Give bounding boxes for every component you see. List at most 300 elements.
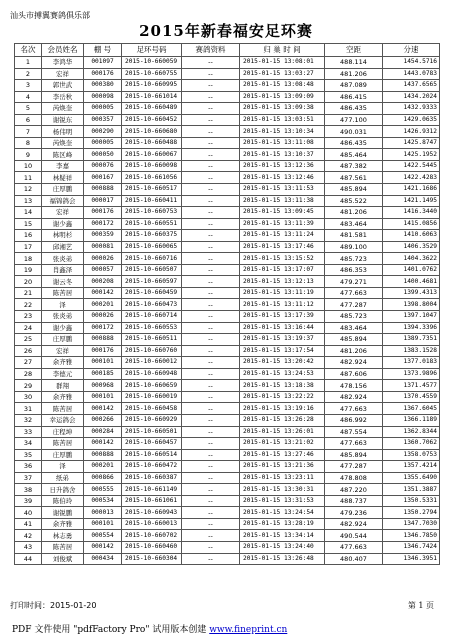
pigeon-info-cell: -- (182, 449, 240, 461)
loft-number-cell: 000142 (84, 287, 122, 299)
return-time-cell: 2015-01-15 13:21:02 (240, 438, 325, 450)
speed-cell: 1346.3951 (383, 553, 440, 565)
loft-number-cell: 000208 (84, 276, 122, 288)
return-time-cell: 2015-01-15 13:18:38 (240, 380, 325, 392)
member-name-cell: 余齐雅 (42, 391, 84, 403)
speed-cell: 1367.6045 (383, 403, 440, 415)
return-time-cell: 2015-01-15 13:22:22 (240, 391, 325, 403)
table-row (15, 541, 440, 553)
loft-number-cell: 000142 (84, 541, 122, 553)
column-header: 归 巢 时 间 (240, 44, 325, 57)
pigeon-info-cell: -- (182, 426, 240, 438)
table-row (15, 299, 440, 311)
speed-cell: 1401.0762 (383, 264, 440, 276)
pigeon-info-cell: -- (182, 322, 240, 334)
ring-number-cell: 2015-10-660012 (122, 357, 182, 369)
rank-cell: 27 (15, 357, 42, 369)
table-row (15, 91, 440, 103)
rank-cell: 25 (15, 334, 42, 346)
table-row (15, 276, 440, 288)
column-header: 棚 号 (84, 44, 122, 57)
member-name-cell: 李德元 (42, 368, 84, 380)
member-name-cell: 庄厚鹏 (42, 449, 84, 461)
return-time-cell: 2015-01-15 13:17:46 (240, 241, 325, 253)
ring-number-cell: 2015-10-660755 (122, 68, 182, 80)
pigeon-info-cell: -- (182, 57, 240, 69)
table-row (15, 368, 440, 380)
ring-number-cell: 2015-10-660098 (122, 160, 182, 172)
ring-number-cell: 2015-10-660458 (122, 403, 182, 415)
pigeon-info-cell: -- (182, 68, 240, 80)
distance-cell: 487.382 (325, 160, 383, 172)
return-time-cell: 2015-01-15 13:11:08 (240, 137, 325, 149)
loft-number-cell: 000013 (84, 507, 122, 519)
table-row (15, 553, 440, 565)
distance-cell: 486.992 (325, 414, 383, 426)
return-time-cell: 2015-01-15 13:17:07 (240, 264, 325, 276)
loft-number-cell: 000142 (84, 438, 122, 450)
table-row (15, 345, 440, 357)
return-time-cell: 2015-01-15 13:24:40 (240, 541, 325, 553)
member-name-cell: 张炎弟 (42, 253, 84, 265)
table-row (15, 472, 440, 484)
loft-number-cell: 000357 (84, 114, 122, 126)
table-row (15, 311, 440, 323)
distance-cell: 482.924 (325, 391, 383, 403)
return-time-cell: 2015-01-15 13:31:53 (240, 495, 325, 507)
pigeon-info-cell: -- (182, 195, 240, 207)
distance-cell: 486.435 (325, 137, 383, 149)
member-name-cell: 芮焕奎 (42, 137, 84, 149)
pigeon-info-cell: -- (182, 103, 240, 115)
pigeon-info-cell: -- (182, 334, 240, 346)
column-header: 空距 (325, 44, 383, 57)
loft-number-cell: 000081 (84, 241, 122, 253)
loft-number-cell: 000359 (84, 230, 122, 242)
rank-cell: 29 (15, 380, 42, 392)
speed-cell: 1362.8344 (383, 426, 440, 438)
rank-cell: 13 (15, 195, 42, 207)
distance-cell: 480.407 (325, 553, 383, 565)
table-row (15, 264, 440, 276)
return-time-cell: 2015-01-15 13:20:42 (240, 357, 325, 369)
ring-number-cell: 2015-10-660067 (122, 149, 182, 161)
distance-cell: 478.156 (325, 380, 383, 392)
ring-number-cell: 2015-10-660551 (122, 218, 182, 230)
table-row (15, 114, 440, 126)
rank-cell: 33 (15, 426, 42, 438)
speed-cell: 1421.1495 (383, 195, 440, 207)
table-row (15, 241, 440, 253)
speed-cell: 1383.1528 (383, 345, 440, 357)
return-time-cell: 2015-01-15 13:27:46 (240, 449, 325, 461)
rank-cell: 30 (15, 391, 42, 403)
rank-cell: 12 (15, 184, 42, 196)
table-row (15, 449, 440, 461)
return-time-cell: 2015-01-15 13:24:54 (240, 507, 325, 519)
ring-number-cell: 2015-10-660013 (122, 518, 182, 530)
return-time-cell: 2015-01-15 13:23:11 (240, 472, 325, 484)
ring-number-cell: 2015-10-660995 (122, 80, 182, 92)
member-name-cell: 陈苦居 (42, 287, 84, 299)
loft-number-cell: 000101 (84, 357, 122, 369)
pigeon-info-cell: -- (182, 241, 240, 253)
return-time-cell: 2015-01-15 13:17:39 (240, 311, 325, 323)
table-row (15, 495, 440, 507)
ring-number-cell: 2015-10-660501 (122, 426, 182, 438)
ring-number-cell: 2015-10-660760 (122, 345, 182, 357)
member-name-cell: 谢云冬 (42, 276, 84, 288)
pigeon-info-cell: -- (182, 253, 240, 265)
rank-cell: 43 (15, 541, 42, 553)
loft-number-cell: 000434 (84, 553, 122, 565)
loft-number-cell: 000380 (84, 80, 122, 92)
footer-text: PDF 文件使用 "pdfFactory Pro" 试用版本创建 (12, 625, 210, 635)
loft-number-cell: 001097 (84, 57, 122, 69)
table-row (15, 80, 440, 92)
table-row (15, 253, 440, 265)
table-row (15, 137, 440, 149)
loft-number-cell: 000076 (84, 160, 122, 172)
pigeon-info-cell: -- (182, 264, 240, 276)
ring-number-cell: 2015-10-660714 (122, 311, 182, 323)
return-time-cell: 2015-01-15 13:21:36 (240, 461, 325, 473)
member-name-cell: 张炎弟 (42, 311, 84, 323)
loft-number-cell: 000026 (84, 253, 122, 265)
member-name-cell: 余齐雅 (42, 518, 84, 530)
ring-number-cell: 2015-10-660452 (122, 114, 182, 126)
speed-cell: 1426.9312 (383, 126, 440, 138)
distance-cell: 481.206 (325, 207, 383, 219)
distance-cell: 477.663 (325, 403, 383, 415)
loft-number-cell: 000172 (84, 218, 122, 230)
ring-number-cell: 2015-10-660507 (122, 264, 182, 276)
pigeon-info-cell: -- (182, 207, 240, 219)
rank-cell: 7 (15, 126, 42, 138)
pigeon-info-cell: -- (182, 507, 240, 519)
pigeon-info-cell: -- (182, 530, 240, 542)
ring-number-cell: 2015-10-660019 (122, 391, 182, 403)
member-name-cell: 泽 (42, 461, 84, 473)
distance-cell: 486.435 (325, 103, 383, 115)
speed-cell: 1357.4214 (383, 461, 440, 473)
speed-cell: 1355.6490 (383, 472, 440, 484)
report-title: 2015年新春福安足环赛 (139, 22, 313, 40)
return-time-cell: 2015-01-15 13:10:37 (240, 149, 325, 161)
table-row (15, 103, 440, 115)
column-header: 分速 (383, 44, 440, 57)
rank-cell: 9 (15, 149, 42, 161)
rank-cell: 40 (15, 507, 42, 519)
member-name-cell: 谢少鑫 (42, 322, 84, 334)
ring-number-cell: 2015-10-661056 (122, 172, 182, 184)
member-name-cell: 陈苦居 (42, 438, 84, 450)
loft-number-cell: 000101 (84, 391, 122, 403)
table-row (15, 172, 440, 184)
member-name-cell: 芮焕奎 (42, 103, 84, 115)
distance-cell: 477.663 (325, 438, 383, 450)
ring-number-cell: 2015-10-660753 (122, 207, 182, 219)
pigeon-info-cell: -- (182, 391, 240, 403)
table-row (15, 426, 440, 438)
table-row (15, 287, 440, 299)
rank-cell: 4 (15, 91, 42, 103)
ring-number-cell: 2015-10-660943 (122, 507, 182, 519)
loft-number-cell: 000057 (84, 264, 122, 276)
member-name-cell: 泽 (42, 299, 84, 311)
speed-cell: 1437.6565 (383, 80, 440, 92)
rank-cell: 14 (15, 207, 42, 219)
ring-number-cell: 2015-10-660387 (122, 472, 182, 484)
speed-cell: 1373.9896 (383, 368, 440, 380)
loft-number-cell: 000172 (84, 322, 122, 334)
member-name-cell: 陈区峰 (42, 149, 84, 161)
speed-cell: 1422.5445 (383, 160, 440, 172)
rank-cell: 5 (15, 103, 42, 115)
speed-cell: 1425.8747 (383, 137, 440, 149)
loft-number-cell: 000176 (84, 207, 122, 219)
member-name-cell: 福锦鸽会 (42, 195, 84, 207)
loft-number-cell: 000050 (84, 149, 122, 161)
ring-number-cell: 2015-10-660659 (122, 380, 182, 392)
distance-cell: 487.089 (325, 80, 383, 92)
rank-cell: 26 (15, 345, 42, 357)
pigeon-info-cell: -- (182, 368, 240, 380)
distance-cell: 487.554 (325, 426, 383, 438)
table-row (15, 322, 440, 334)
speed-cell: 1397.1047 (383, 311, 440, 323)
footer-link[interactable]: www.fineprint.cn (209, 625, 288, 635)
rank-cell: 19 (15, 264, 42, 276)
member-name-cell: 陈伯玲 (42, 495, 84, 507)
return-time-cell: 2015-01-15 13:09:09 (240, 91, 325, 103)
rank-cell: 18 (15, 253, 42, 265)
ring-number-cell: 2015-10-660488 (122, 137, 182, 149)
loft-number-cell: 000101 (84, 518, 122, 530)
speed-cell: 1360.7062 (383, 438, 440, 450)
table-row (15, 357, 440, 369)
return-time-cell: 2015-01-15 13:11:53 (240, 184, 325, 196)
pigeon-info-cell: -- (182, 357, 240, 369)
table-row (15, 438, 440, 450)
rank-cell: 23 (15, 311, 42, 323)
loft-number-cell: 000888 (84, 334, 122, 346)
speed-cell: 1377.0183 (383, 357, 440, 369)
table-row (15, 484, 440, 496)
print-time: 打印时间：2015-01-20 (10, 601, 97, 610)
speed-cell: 1416.3440 (383, 207, 440, 219)
pigeon-info-cell: -- (182, 345, 240, 357)
rank-cell: 44 (15, 553, 42, 565)
rank-cell: 24 (15, 322, 42, 334)
rank-cell: 17 (15, 241, 42, 253)
distance-cell: 487.606 (325, 368, 383, 380)
distance-cell: 479.271 (325, 276, 383, 288)
return-time-cell: 2015-01-15 13:03:51 (240, 114, 325, 126)
rank-cell: 15 (15, 218, 42, 230)
distance-cell: 485.894 (325, 334, 383, 346)
rank-cell: 36 (15, 461, 42, 473)
loft-number-cell: 000266 (84, 414, 122, 426)
rank-cell: 31 (15, 403, 42, 415)
distance-cell: 485.522 (325, 195, 383, 207)
pigeon-info-cell: -- (182, 137, 240, 149)
pigeon-info-cell: -- (182, 160, 240, 172)
rank-cell: 32 (15, 414, 42, 426)
pigeon-info-cell: -- (182, 276, 240, 288)
return-time-cell: 2015-01-15 13:11:19 (240, 287, 325, 299)
loft-number-cell: 000888 (84, 449, 122, 461)
member-name-cell: 宏祥 (42, 207, 84, 219)
loft-number-cell: 000142 (84, 403, 122, 415)
speed-cell: 1404.3622 (383, 253, 440, 265)
ring-number-cell: 2015-10-660597 (122, 276, 182, 288)
return-time-cell: 2015-01-15 13:30:31 (240, 484, 325, 496)
member-name-cell: 宏祥 (42, 68, 84, 80)
pigeon-info-cell: -- (182, 218, 240, 230)
return-time-cell: 2015-01-15 13:08:01 (240, 57, 325, 69)
distance-cell: 486.353 (325, 264, 383, 276)
distance-cell: 485.723 (325, 253, 383, 265)
loft-number-cell: 000167 (84, 172, 122, 184)
pigeon-info-cell: -- (182, 403, 240, 415)
distance-cell: 487.220 (325, 484, 383, 496)
results-table (14, 43, 440, 565)
return-time-cell: 2015-01-15 13:34:14 (240, 530, 325, 542)
distance-cell: 486.415 (325, 91, 383, 103)
ring-number-cell: 2015-10-660304 (122, 553, 182, 565)
loft-number-cell: 000534 (84, 495, 122, 507)
table-row (15, 207, 440, 219)
table-row (15, 230, 440, 242)
speed-cell: 1422.4283 (383, 172, 440, 184)
speed-cell: 1399.4313 (383, 287, 440, 299)
distance-cell: 482.924 (325, 518, 383, 530)
distance-cell: 477.100 (325, 114, 383, 126)
pigeon-info-cell: -- (182, 541, 240, 553)
pigeon-info-cell: -- (182, 414, 240, 426)
member-name-cell: 李嘉 (42, 160, 84, 172)
ring-number-cell: 2015-10-660457 (122, 438, 182, 450)
rank-cell: 34 (15, 438, 42, 450)
club-name: 汕头市搏翼赛鸽俱乐部 (10, 11, 90, 20)
table-row (15, 126, 440, 138)
pigeon-info-cell: -- (182, 287, 240, 299)
member-name-cell: 纸弟 (42, 472, 84, 484)
return-time-cell: 2015-01-15 13:15:52 (240, 253, 325, 265)
speed-cell: 1429.0635 (383, 114, 440, 126)
table-row (15, 57, 440, 69)
distance-cell: 483.464 (325, 322, 383, 334)
return-time-cell: 2015-01-15 13:17:54 (240, 345, 325, 357)
member-name-cell: 谢少鑫 (42, 218, 84, 230)
rank-cell: 35 (15, 449, 42, 461)
speed-cell: 1415.0856 (383, 218, 440, 230)
return-time-cell: 2015-01-15 13:11:38 (240, 195, 325, 207)
return-time-cell: 2015-01-15 13:19:16 (240, 403, 325, 415)
speed-cell: 1347.7030 (383, 518, 440, 530)
pigeon-info-cell: -- (182, 311, 240, 323)
distance-cell: 481.581 (325, 230, 383, 242)
table-header-row (15, 44, 440, 57)
speed-cell: 1346.7424 (383, 541, 440, 553)
member-name-cell: 李岳秋 (42, 91, 84, 103)
member-name-cell: 宏祥 (42, 345, 84, 357)
page-number: 第 1 页 (407, 601, 434, 610)
speed-cell: 1394.3396 (383, 322, 440, 334)
speed-cell: 1389.7351 (383, 334, 440, 346)
member-name-cell: 郭世武 (42, 80, 84, 92)
rank-cell: 20 (15, 276, 42, 288)
loft-number-cell: 000098 (84, 91, 122, 103)
member-name-cell: 刘俊斌 (42, 553, 84, 565)
speed-cell: 1350.2794 (383, 507, 440, 519)
rank-cell: 39 (15, 495, 42, 507)
speed-cell: 1425.1952 (383, 149, 440, 161)
return-time-cell: 2015-01-15 13:26:01 (240, 426, 325, 438)
table-row (15, 334, 440, 346)
column-header: 会员姓名 (42, 44, 84, 57)
distance-cell: 481.206 (325, 345, 383, 357)
loft-number-cell: 000554 (84, 530, 122, 542)
return-time-cell: 2015-01-15 13:28:19 (240, 518, 325, 530)
rank-cell: 3 (15, 80, 42, 92)
rank-cell: 37 (15, 472, 42, 484)
distance-cell: 478.808 (325, 472, 383, 484)
ring-number-cell: 2015-10-660702 (122, 530, 182, 542)
ring-number-cell: 2015-10-660929 (122, 414, 182, 426)
member-name-cell: 幸运鸽会 (42, 414, 84, 426)
speed-cell: 1366.1189 (383, 414, 440, 426)
pigeon-info-cell: -- (182, 126, 240, 138)
return-time-cell: 2015-01-15 13:09:38 (240, 103, 325, 115)
speed-cell: 1371.4577 (383, 380, 440, 392)
pigeon-info-cell: -- (182, 184, 240, 196)
rank-cell: 1 (15, 57, 42, 69)
distance-cell: 488.737 (325, 495, 383, 507)
pigeon-info-cell: -- (182, 380, 240, 392)
speed-cell: 1406.3529 (383, 241, 440, 253)
member-name-cell: 李鸿华 (42, 57, 84, 69)
distance-cell: 481.206 (325, 68, 383, 80)
table-row (15, 391, 440, 403)
pigeon-info-cell: -- (182, 553, 240, 565)
distance-cell: 488.114 (325, 57, 383, 69)
ring-number-cell: 2015-10-660948 (122, 368, 182, 380)
member-name-cell: 群翔 (42, 380, 84, 392)
table-row (15, 160, 440, 172)
member-name-cell: 肖鑫泽 (42, 264, 84, 276)
table-row (15, 195, 440, 207)
loft-number-cell: 000201 (84, 461, 122, 473)
ring-number-cell: 2015-10-660553 (122, 322, 182, 334)
return-time-cell: 2015-01-15 13:10:34 (240, 126, 325, 138)
distance-cell: 485.894 (325, 449, 383, 461)
loft-number-cell: 000201 (84, 299, 122, 311)
table-row (15, 461, 440, 473)
distance-cell: 477.287 (325, 461, 383, 473)
rank-cell: 11 (15, 172, 42, 184)
pigeon-info-cell: -- (182, 80, 240, 92)
rank-cell: 42 (15, 530, 42, 542)
ring-number-cell: 2015-10-660473 (122, 299, 182, 311)
return-time-cell: 2015-01-15 13:26:48 (240, 553, 325, 565)
distance-cell: 490.544 (325, 530, 383, 542)
pigeon-info-cell: -- (182, 472, 240, 484)
speed-cell: 1370.4559 (383, 391, 440, 403)
speed-cell: 1421.1686 (383, 184, 440, 196)
pigeon-info-cell: -- (182, 484, 240, 496)
